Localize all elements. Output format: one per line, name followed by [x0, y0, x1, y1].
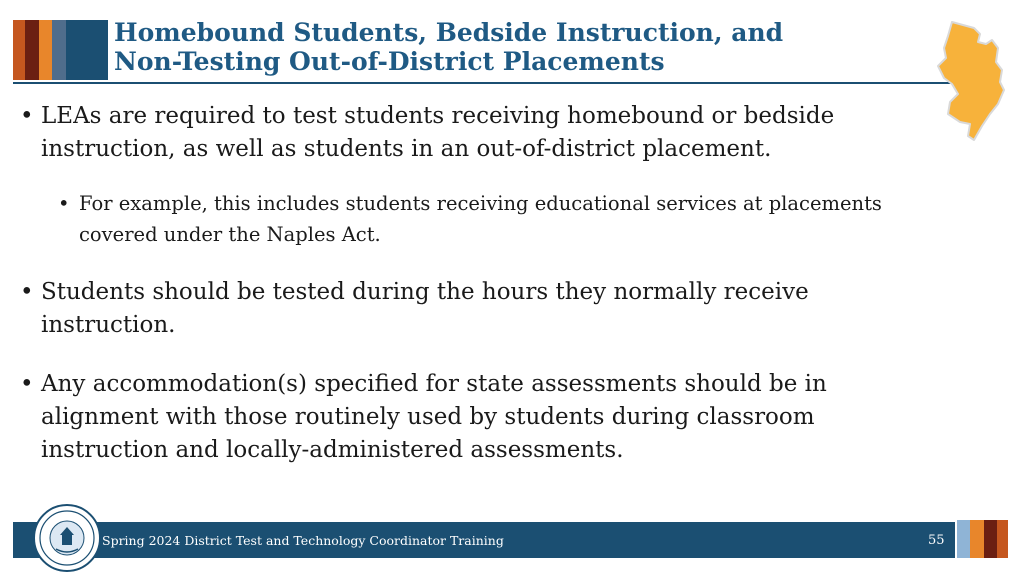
slide-body: [20, 100, 940, 467]
title-divider: [13, 82, 963, 84]
bullet-1: • LEAs are required to test students receiving homebound or bedside instruction, as well as students in an out-of-district placement.: [20, 100, 940, 166]
bar-rust: [997, 520, 1008, 558]
bar-steel: [52, 20, 66, 80]
footer-text: Spring 2024 District Test and Technology Coordinator Training: [102, 533, 504, 548]
slide-title-line-1: Homebound Students, Bedside Instruction, and: [114, 18, 784, 47]
bar-orange: [970, 520, 984, 558]
slide-title-line-2: Non-Testing Out-of-District Placements: [114, 47, 665, 76]
bar-maroon: [25, 20, 39, 80]
sub-bullet-1: • For example, this includes students receiving educational services at placements covered under the Naples Act.: [58, 188, 940, 250]
bar-orange: [39, 20, 52, 80]
bar-rust: [13, 20, 25, 80]
bar-light-blue: [957, 520, 970, 558]
footer-color-bars: [957, 520, 1008, 558]
nj-department-of-education-seal-icon: [32, 503, 102, 573]
slide-title: [114, 18, 914, 76]
bar-navy: [66, 20, 108, 80]
bullet-3: • Any accommodation(s) specified for state assessments should be in alignment with those routinely used by students during classroom instruction and locally-administered assessments.: [20, 368, 940, 467]
page-number: 55: [928, 533, 945, 548]
header-color-bars: [13, 20, 108, 80]
bullet-2: • Students should be tested during the hours they normally receive instruction.: [20, 276, 940, 342]
new-jersey-state-icon: [934, 18, 1006, 142]
bar-maroon: [984, 520, 997, 558]
